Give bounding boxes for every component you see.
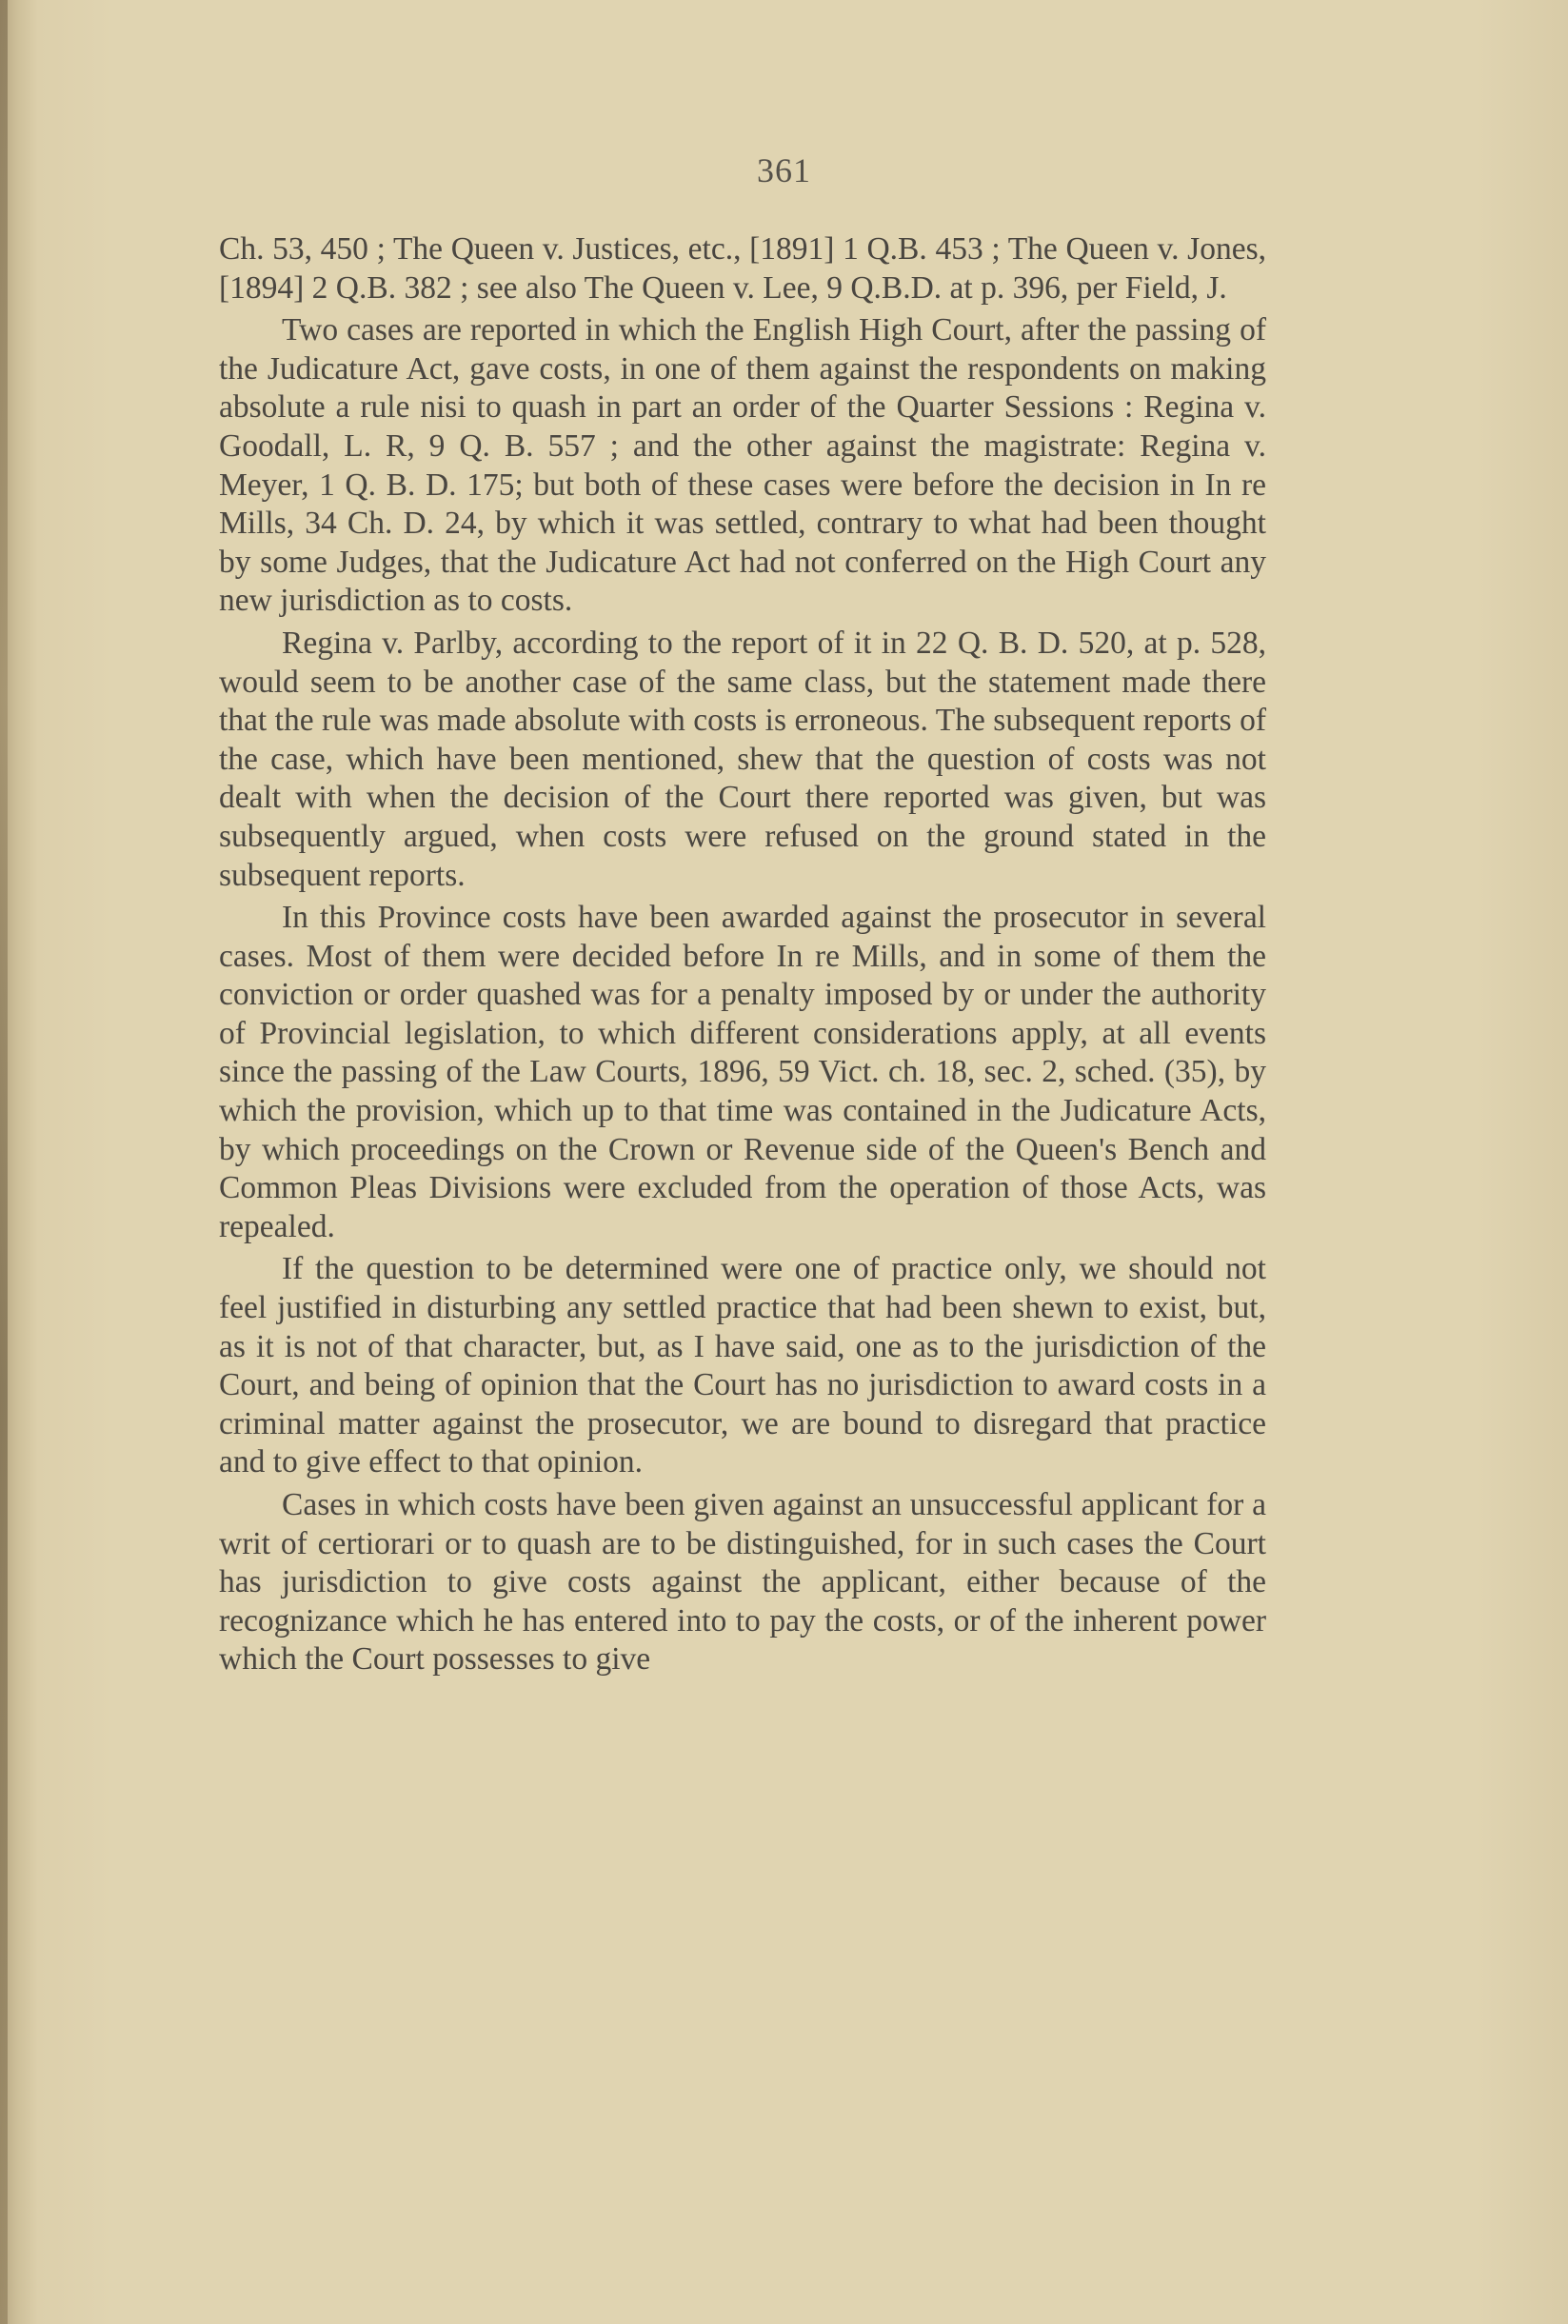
paragraph-distinguished-cases: Cases in which costs have been given against an unsuccessful applicant for a writ of certiorari or to quash are to be distinguished, for in such cases the Court has jurisdiction to give costs against the applicant, either because of the recognizance which he has entered into to pay the costs, or of the inherent power which the Court possesses to give [219, 1487, 1266, 1678]
paragraph-regina-v-parlby: Regina v. Parlby, according to the report of it in 22 Q. B. D. 520, at p. 528, would seem to be another case of the same class, but the statement made there that the rule was made absolute with costs is erroneous. The subsequent reports of the case, which have been mentioned, shew that the question of costs was not dealt with when the decision of the Court there reported was given, but was subsequently argued, when costs were refused on the ground stated in the subsequent reports. [219, 625, 1266, 893]
body-text [219, 230, 1266, 1679]
paragraph-high-court-cases: Two cases are reported in which the English High Court, after the passing of the Judicature Act, gave costs, in one of them against the respondents on making absolute a rule nisi to quash in part an order of the Quarter Sessions : Regina v. Goodall, L. R, 9 Q. B. 557 ; and the other against the magistrate: Regina v. Meyer, 1 Q. B. D. 175; but both of these cases were before the decision in In re Mills, 34 Ch. D. 24, by which it was settled, contrary to what had been thought by some Judges, that the Judicature Act had not conferred on the High Court any new jurisdiction as to costs. [219, 312, 1266, 619]
paragraph-continued-citations: Ch. 53, 450 ; The Queen v. Justices, etc., [1891] 1 Q.B. 453 ; The Queen v. Jones, [1894] 2 Q.B. 382 ; see also The Queen v. Lee, 9 Q.B.D. at p. 396, per Field, J. [219, 231, 1266, 306]
paragraph-question-of-practice: If the question to be determined were one of practice only, we should not feel justified in disturbing any settled practice that had been shewn to exist, but, as it is not of that character, but, as I have said, one as to the jurisdiction of the Court, and being of opinion that the Court has no jurisdiction to award costs in a criminal matter against the prosecutor, we are bound to disregard that practice and to give effect to that opinion. [219, 1251, 1266, 1480]
paragraph-province-costs: In this Province costs have been awarded against the prosecutor in several cases. Most of them were decided before In re Mills, and in some of them the conviction or order quashed was for a penalty imposed by or under the authority of Provincial legislation, to which different considerations apply, at all events since the passing of the Law Courts, 1896, 59 Vict. ch. 18, sec. 2, sched. (35), by which the provision, which up to that time was contained in the Judicature Acts, by which proceedings on the Crown or Revenue side of the Queen's Bench and Common Pleas Divisions were excluded from the operation of those Acts, was repealed. [219, 900, 1266, 1244]
page-number: 361 [757, 151, 811, 189]
page-spine-shadow [0, 0, 8, 2324]
